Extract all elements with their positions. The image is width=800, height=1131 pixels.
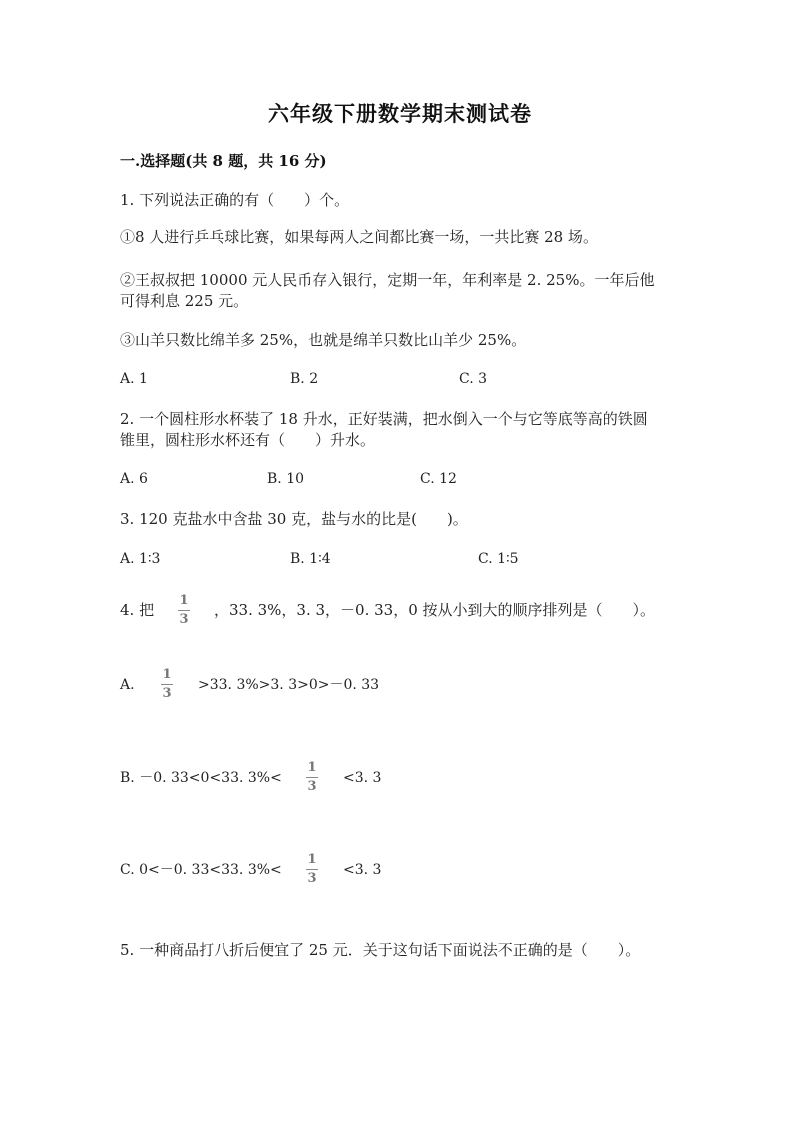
fraction-bar [178, 610, 190, 611]
fraction-denominator: 3 [162, 686, 172, 701]
fraction-numerator: 1 [179, 593, 189, 608]
fraction-denominator: 3 [179, 612, 189, 627]
fraction-numerator: 1 [162, 667, 172, 682]
section-heading: 一.选择题(共 8 题，共 16 分) [120, 152, 327, 170]
fraction-numerator: 1 [307, 760, 317, 775]
fraction-one-third [160, 668, 174, 701]
fraction-denominator: 3 [307, 779, 317, 794]
fraction-bar [306, 869, 318, 870]
question-2-line-2: 锥里，圆柱形水杯还有（ ）升水。 [120, 431, 376, 449]
question-1-statement-2-line-2: 可得利息 225 元。 [120, 292, 249, 310]
fraction-numerator: 1 [307, 852, 317, 867]
question-1-option-b: B. 2 [290, 371, 319, 387]
question-3-option-c: C. 1∶5 [478, 551, 519, 567]
question-2-line-1: 2. 一个圆柱形水杯装了 18 升水，正好装满，把水倒入一个与它等底等高的铁圆 [120, 410, 648, 428]
question-4-option-b-end: <3. 3 [343, 770, 382, 786]
question-1-option-c: C. 3 [459, 371, 488, 387]
question-1-option-a: A. 1 [120, 371, 148, 387]
question-4-option-c-text: C. 0<－0. 33<33. 3%< [120, 862, 282, 878]
question-1-statement-3: ③山羊只数比绵羊多 25%，也就是绵羊只数比山羊少 25%。 [120, 331, 527, 349]
question-4-option-c-end: <3. 3 [343, 862, 382, 878]
question-3-option-a: A. 1∶3 [120, 551, 161, 567]
question-4-prefix: 4. 把 [120, 601, 155, 619]
question-1-statement-2-line-1: ②王叔叔把 10000 元人民币存入银行，定期一年，年利率是 2. 25%。一年后他 [120, 271, 655, 289]
fraction-one-third [177, 594, 191, 627]
question-4-option-a-text: >33. 3%>3. 3>0>－0. 33 [198, 677, 380, 693]
question-3-option-b: B. 1∶4 [290, 551, 331, 567]
question-3-stem: 3. 120 克盐水中含盐 30 克，盐与水的比是( )。 [120, 510, 468, 528]
question-4-option-b-text: B. －0. 33<0<33. 3%< [120, 770, 282, 786]
page-title: 六年级下册数学期末测试卷 [268, 101, 532, 126]
fraction-denominator: 3 [307, 871, 317, 886]
fraction-one-third [305, 761, 319, 794]
question-2-option-b: B. 10 [267, 471, 305, 487]
question-4-suffix: ，33. 3%，3. 3，－0. 33，0 按从小到大的顺序排列是（ ）。 [214, 601, 656, 619]
fraction-one-third [305, 853, 319, 886]
question-1-statement-1: ①8 人进行乒乓球比赛，如果每两人之间都比赛一场，一共比赛 28 场。 [120, 228, 598, 246]
question-4-option-a-label: A. [120, 677, 135, 693]
question-2-option-a: A. 6 [120, 471, 148, 487]
question-5-stem: 5. 一种商品打八折后便宜了 25 元．关于这句话下面说法不正确的是（ ）。 [120, 941, 641, 959]
question-1-stem: 1. 下列说法正确的有（ ）个。 [120, 191, 350, 209]
fraction-bar [161, 684, 173, 685]
question-2-option-c: C. 12 [420, 471, 457, 487]
fraction-bar [306, 777, 318, 778]
